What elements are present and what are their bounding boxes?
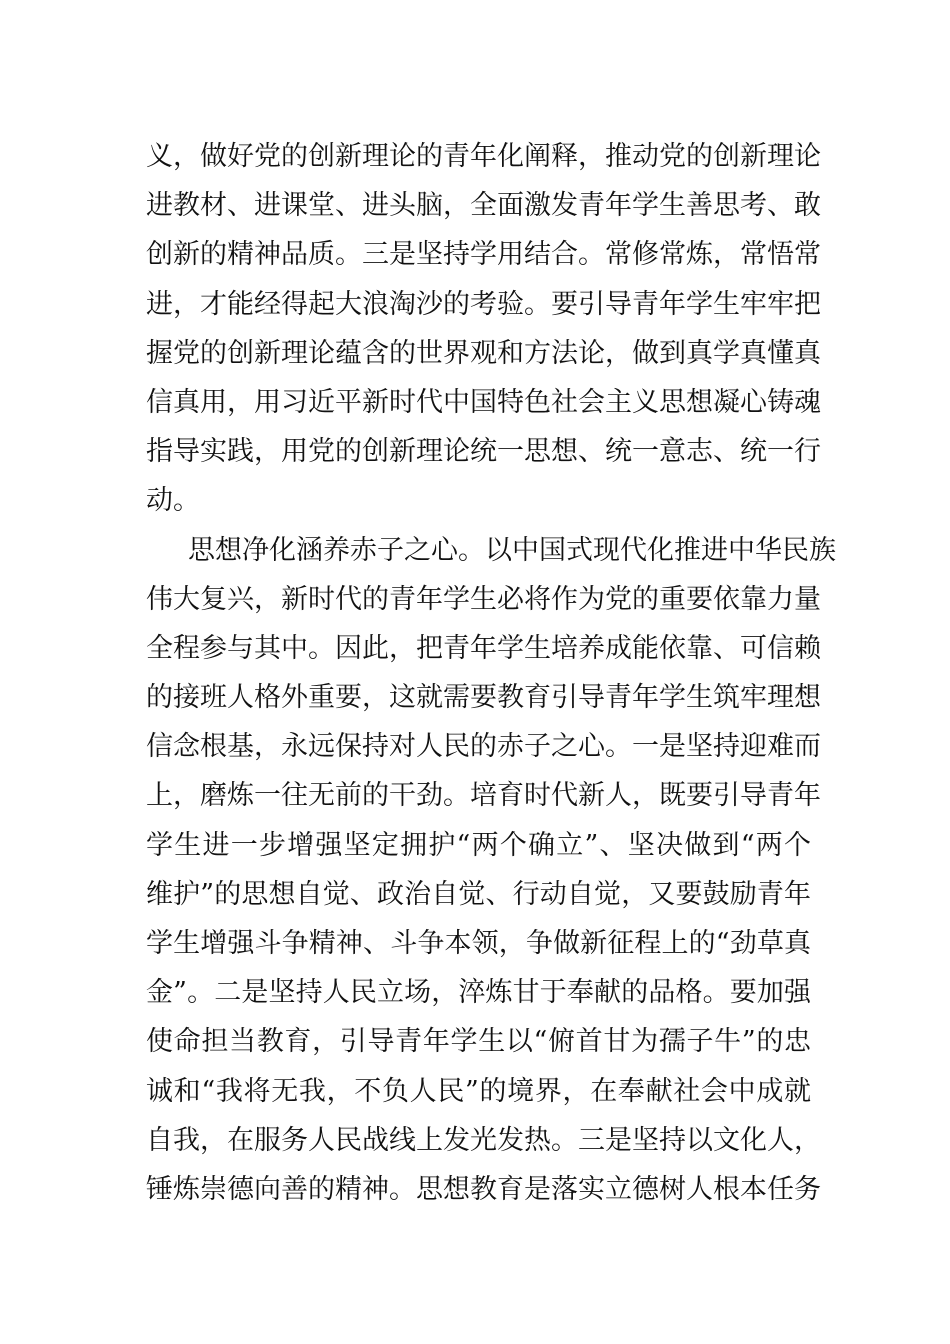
text-line: 金”。二是坚持人民立场，淬炼甘于奉献的品格。要加强: [146, 977, 811, 1009]
body-text: [146, 132, 836, 1214]
text-line: 进教材、进课堂、进头脑，全面激发青年学生善思考、敢: [146, 190, 821, 222]
text-line: 进，才能经得起大浪淘沙的考验。要引导青年学生牢牢把: [146, 288, 821, 320]
text-line: 义，做好党的创新理论的青年化阐释，推动党的创新理论: [146, 141, 821, 172]
text-line: 信真用，用习近平新时代中国特色社会主义思想凝心铸魂: [146, 386, 821, 418]
text-line: 思想净化涵养赤子之心。以中国式现代化推进中华民族: [188, 534, 836, 566]
text-line: 上，磨炼一往无前的干劲。培育时代新人，既要引导青年: [146, 780, 821, 812]
text-line: 创新的精神品质。三是坚持学用结合。常修常炼，常悟常: [146, 239, 821, 271]
text-line: 握党的创新理论蕴含的世界观和方法论，做到真学真懂真: [146, 337, 821, 369]
text-line: 锤炼崇德向善的精神。思想教育是落实立德树人根本任务: [146, 1173, 821, 1205]
text-line: 学生进一步增强坚定拥护“两个确立”、坚决做到“两个: [146, 829, 811, 861]
text-line: 维护”的思想自觉、政治自觉、行动自觉，又要鼓励青年: [146, 878, 811, 910]
paragraph-1: [146, 132, 821, 526]
text-line: 学生增强斗争精神、斗争本领，争做新征程上的“劲草真: [146, 928, 811, 959]
text-line: 指导实践，用党的创新理论统一思想、统一意志、统一行: [146, 436, 821, 468]
paragraph-2: [146, 526, 836, 1215]
text-line: 的接班人格外重要，这就需要教育引导青年学生筑牢理想: [146, 682, 821, 714]
text-line: 全程参与其中。因此，把青年学生培养成能依靠、可信赖: [146, 632, 821, 664]
text-line: 动。: [146, 485, 200, 517]
text-line: 诚和“我将无我，不负人民”的境界，在奉献社会中成就: [146, 1075, 811, 1107]
text-line: 自我，在服务人民战线上发光发热。三是坚持以文化人，: [146, 1124, 821, 1156]
text-line: 伟大复兴，新时代的青年学生必将作为党的重要依靠力量: [146, 583, 821, 615]
text-line: 信念根基，永远保持对人民的赤子之心。一是坚持迎难而: [146, 731, 821, 763]
text-line: 使命担当教育，引导青年学生以“俯首甘为孺子牛”的忠: [146, 1026, 811, 1058]
